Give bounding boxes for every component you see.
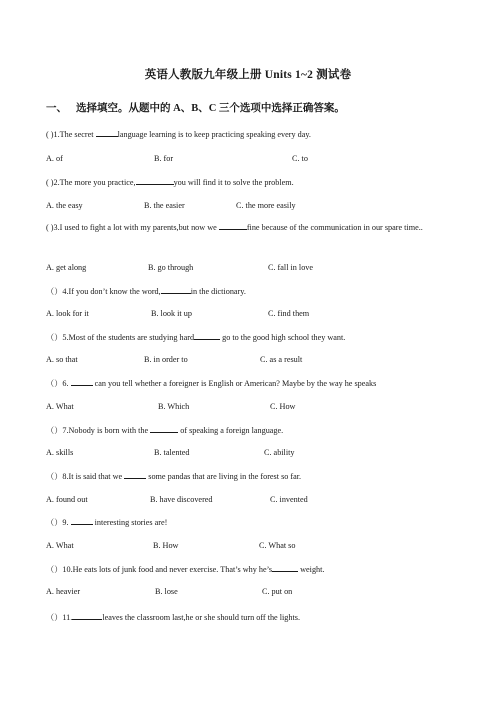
option-b: B. talented — [154, 448, 190, 457]
question-text-pre: ( )3.I used to fight a lot with my parents,but now we — [46, 223, 219, 232]
option-c: C. invented — [270, 495, 308, 504]
question-text-pre: （）8.It is said that we — [46, 472, 125, 481]
option-a: A. look for it — [46, 309, 89, 318]
question-text-pre: （）9. — [46, 518, 71, 527]
option-a: A. of — [46, 154, 63, 163]
question-11 — [46, 611, 300, 624]
option-b: B. have discovered — [150, 495, 213, 504]
answer-blank — [136, 176, 174, 185]
question-1 — [46, 128, 311, 141]
option-c: C. fall in love — [268, 263, 314, 272]
option-c: C. the more easily — [236, 201, 296, 210]
answer-blank — [150, 424, 178, 433]
option-b: B. look it up — [151, 309, 192, 318]
answer-blank — [161, 285, 191, 294]
option-b: B. How — [153, 541, 179, 550]
question-text-post: leaves the classroom last,he or she should turn off the lights. — [102, 613, 300, 622]
option-a: A. so that — [46, 355, 78, 364]
option-c: C. put on — [262, 587, 293, 596]
question-text-pre: （）4.If you don’t know the word, — [46, 287, 161, 296]
answer-blank — [194, 331, 220, 340]
question-text-pre: ( )1.The secret — [46, 130, 96, 139]
answer-blank — [272, 563, 298, 572]
question-text-pre: （）6. — [46, 379, 71, 388]
question-text-post: language learning is to keep practicing speaking every day. — [117, 130, 311, 139]
option-c: C. What so — [259, 541, 296, 550]
option-b: B. Which — [158, 402, 190, 411]
question-text-post: can you tell whether a foreigner is English or American? Maybe by the way he speaks — [92, 379, 377, 388]
question-text-pre: ( )2.The more you practice, — [46, 178, 136, 187]
question-text-post: weight. — [298, 565, 325, 574]
option-b: B. lose — [155, 587, 178, 596]
question-7 — [46, 424, 283, 437]
option-a: A. heavier — [46, 587, 81, 596]
question-2 — [46, 176, 294, 189]
option-c: C. find them — [268, 309, 310, 318]
answer-blank — [72, 611, 102, 620]
question-text-post: in the dictionary. — [190, 287, 246, 296]
question-text-pre: （）7.Nobody is born with the — [46, 426, 151, 435]
option-a: A. found out — [46, 495, 88, 504]
question-text-post: fine because of the communication in our spare time.. — [246, 223, 423, 232]
option-b: B. the easier — [144, 201, 185, 210]
option-a: A. get along — [46, 263, 87, 272]
answer-blank — [71, 377, 93, 386]
question-text-pre: （）10.He eats lots of junk food and never exercise. That’s why he’s — [46, 565, 273, 574]
option-c: C. to — [292, 154, 308, 163]
answer-blank — [96, 128, 118, 137]
question-6 — [46, 377, 376, 390]
option-b: B. for — [154, 154, 174, 163]
section-heading — [46, 100, 345, 115]
question-text-post: interesting stories are! — [92, 518, 168, 527]
question-9 — [46, 516, 167, 529]
question-text-pre: （）5.Most of the students are studying hard — [46, 333, 195, 342]
question-text-post: go to the good high school they want. — [220, 333, 346, 342]
question-8 — [46, 470, 301, 483]
answer-blank — [219, 221, 247, 230]
question-text-post: some pandas that are living in the forest so far. — [146, 472, 302, 481]
option-a: A. What — [46, 402, 74, 411]
question-text-post: of speaking a foreign language. — [178, 426, 284, 435]
option-a: A. skills — [46, 448, 74, 457]
option-b: B. in order to — [144, 355, 188, 364]
question-4 — [46, 285, 246, 298]
option-c: C. How — [270, 402, 296, 411]
question-text-post: you will find it to solve the problem. — [173, 178, 294, 187]
question-3 — [46, 220, 456, 235]
section-number: 一、 — [46, 103, 67, 114]
section-instruction: 选择填空。从题中的 A、B、C 三个选项中选择正确答案。 — [76, 103, 345, 114]
question-5 — [46, 331, 345, 344]
question-10 — [46, 563, 324, 576]
option-a: A. the easy — [46, 201, 83, 210]
question-text-pre: （）11. — [46, 613, 73, 622]
answer-blank — [124, 470, 146, 479]
option-c: C. ability — [264, 448, 295, 457]
answer-blank — [71, 516, 93, 525]
option-c: C. as a result — [260, 355, 303, 364]
option-a: A. What — [46, 541, 74, 550]
option-b: B. go through — [148, 263, 194, 272]
document-title: 英语人教版九年级上册 Units 1~2 测试卷 — [144, 69, 352, 81]
